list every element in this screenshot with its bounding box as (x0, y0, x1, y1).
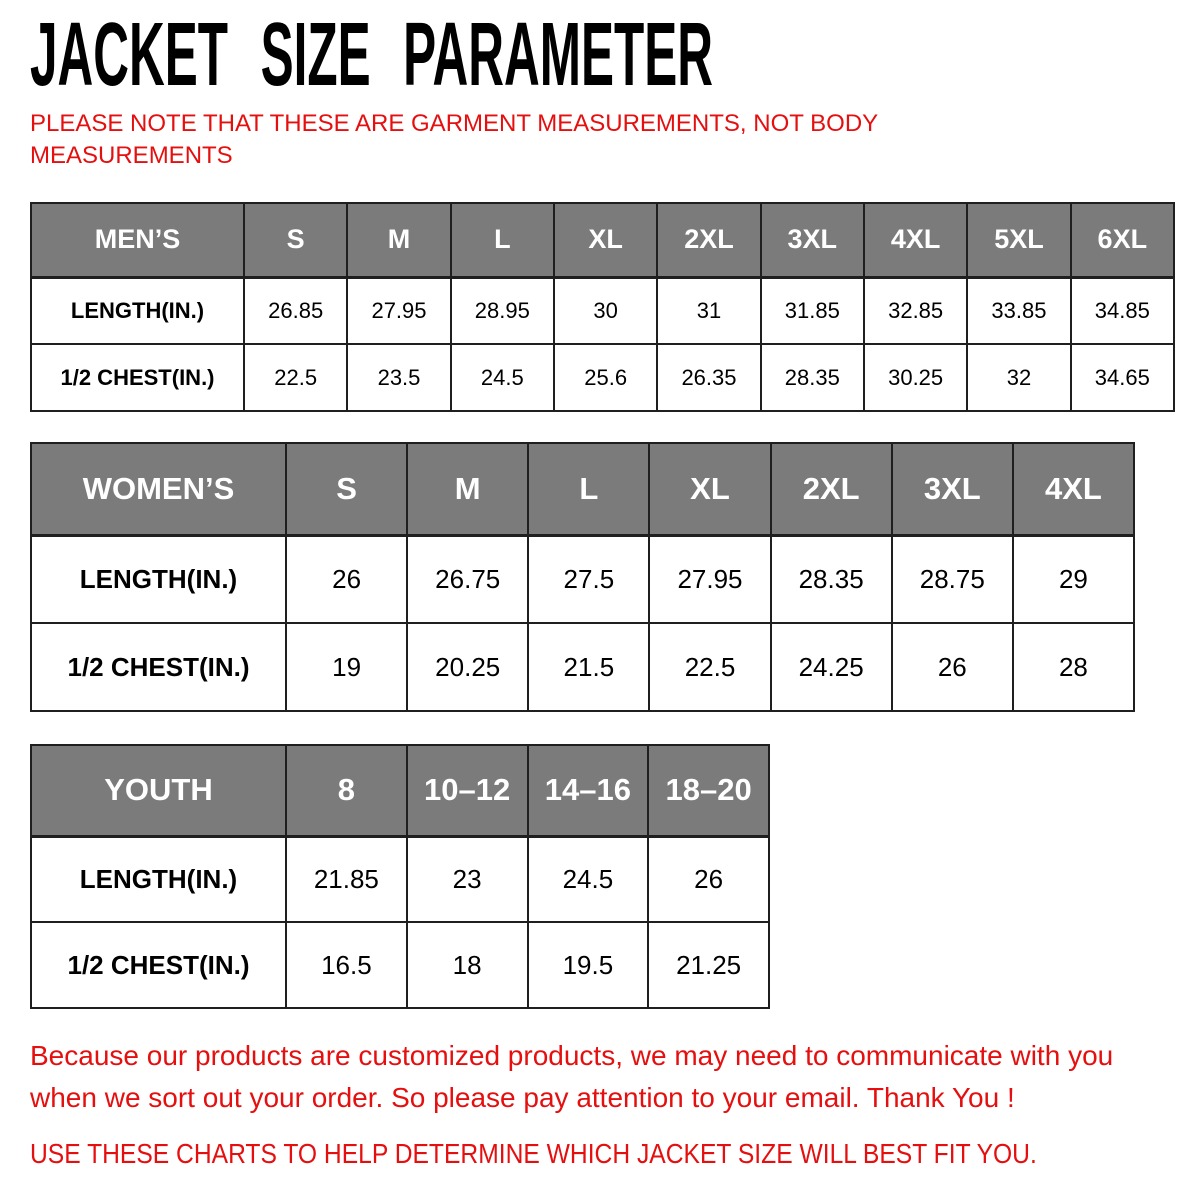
womens-size-header-l: L (528, 443, 649, 535)
mens-size-header-l: L (451, 203, 554, 277)
row-label: LENGTH(IN.) (31, 836, 286, 922)
value-cell: 26 (648, 836, 769, 922)
value-cell: 27.95 (347, 277, 450, 344)
mens-size-header-2xl: 2XL (657, 203, 760, 277)
value-cell: 22.5 (244, 344, 347, 411)
youth-size-header-8: 8 (286, 745, 407, 836)
value-cell: 24.25 (771, 623, 892, 711)
value-cell: 27.95 (649, 535, 770, 623)
row-label: 1/2 CHEST(IN.) (31, 922, 286, 1008)
value-cell: 26 (892, 623, 1013, 711)
garment-measurement-note: PLEASE NOTE THAT THESE ARE GARMENT MEASUREMENTS, NOT BODY MEASUREMENTS (30, 110, 878, 169)
value-cell: 28.75 (892, 535, 1013, 623)
row-label: LENGTH(IN.) (31, 277, 244, 344)
value-cell: 21.5 (528, 623, 649, 711)
value-cell: 26.75 (407, 535, 528, 623)
womens-size-header-4xl: 4XL (1013, 443, 1134, 535)
value-cell: 19 (286, 623, 407, 711)
value-cell: 21.25 (648, 922, 769, 1008)
mens-row-length-in (31, 277, 1174, 344)
value-cell: 26.85 (244, 277, 347, 344)
value-cell: 28.95 (451, 277, 554, 344)
value-cell: 23 (407, 836, 528, 922)
mens-size-header-s: S (244, 203, 347, 277)
row-label: 1/2 CHEST(IN.) (31, 344, 244, 411)
mens-size-header-xl: XL (554, 203, 657, 277)
value-cell: 18 (407, 922, 528, 1008)
mens-group-header: MEN’S (31, 203, 244, 277)
womens-size-table (30, 442, 1200, 712)
value-cell: 33.85 (967, 277, 1070, 344)
womens-size-header-s: S (286, 443, 407, 535)
page-title-text: JACKET SIZE PARAMETER (30, 5, 714, 105)
mens-header-row (31, 203, 1174, 277)
womens-group-header: WOMEN’S (31, 443, 286, 535)
jacket-size-chart-page (0, 5, 1200, 1200)
value-cell: 28 (1013, 623, 1134, 711)
womens-size-header-m: M (407, 443, 528, 535)
value-cell: 32.85 (864, 277, 967, 344)
value-cell: 31.85 (761, 277, 864, 344)
womens-table (30, 442, 1135, 712)
mens-size-header-5xl: 5XL (967, 203, 1070, 277)
womens-size-header-3xl: 3XL (892, 443, 1013, 535)
mens-size-table (30, 202, 1200, 412)
value-cell: 30.25 (864, 344, 967, 411)
row-label: LENGTH(IN.) (31, 535, 286, 623)
womens-size-header-xl: XL (649, 443, 770, 535)
value-cell: 32 (967, 344, 1070, 411)
youth-size-header-14-16: 14–16 (528, 745, 649, 836)
page-title (30, 5, 1200, 105)
womens-size-header-2xl: 2XL (771, 443, 892, 535)
youth-size-header-18-20: 18–20 (648, 745, 769, 836)
youth-group-header: YOUTH (31, 745, 286, 836)
value-cell: 31 (657, 277, 760, 344)
value-cell: 29 (1013, 535, 1134, 623)
custom-order-note: Because our products are customized products, we may need to communicate with you when we sort out your order. So please pay attention to your email. Thank You ! (30, 1040, 1114, 1113)
womens-header-row (31, 443, 1134, 535)
value-cell: 20.25 (407, 623, 528, 711)
value-cell: 27.5 (528, 535, 649, 623)
mens-size-header-3xl: 3XL (761, 203, 864, 277)
value-cell: 21.85 (286, 836, 407, 922)
row-label: 1/2 CHEST(IN.) (31, 623, 286, 711)
value-cell: 34.85 (1071, 277, 1174, 344)
value-cell: 19.5 (528, 922, 649, 1008)
value-cell: 34.65 (1071, 344, 1174, 411)
mens-size-header-m: M (347, 203, 450, 277)
value-cell: 22.5 (649, 623, 770, 711)
value-cell: 30 (554, 277, 657, 344)
youth-size-table (30, 744, 1200, 1009)
youth-row-length-in (31, 836, 769, 922)
womens-row-length-in (31, 535, 1134, 623)
youth-table (30, 744, 770, 1009)
mens-size-header-6xl: 6XL (1071, 203, 1174, 277)
mens-table (30, 202, 1175, 412)
value-cell: 28.35 (761, 344, 864, 411)
value-cell: 16.5 (286, 922, 407, 1008)
value-cell: 26.35 (657, 344, 760, 411)
value-cell: 24.5 (451, 344, 554, 411)
value-cell: 25.6 (554, 344, 657, 411)
value-cell: 26 (286, 535, 407, 623)
value-cell: 23.5 (347, 344, 450, 411)
value-cell: 28.35 (771, 535, 892, 623)
mens-row-1-2-chest-in (31, 344, 1174, 411)
mens-size-header-4xl: 4XL (864, 203, 967, 277)
youth-row-1-2-chest-in (31, 922, 769, 1008)
value-cell: 24.5 (528, 836, 649, 922)
womens-row-1-2-chest-in (31, 623, 1134, 711)
youth-header-row (31, 745, 769, 836)
youth-size-header-10-12: 10–12 (407, 745, 528, 836)
fit-advice-note: USE THESE CHARTS TO HELP DETERMINE WHICH JACKET SIZE WILL BEST FIT YOU. (30, 1138, 1037, 1169)
